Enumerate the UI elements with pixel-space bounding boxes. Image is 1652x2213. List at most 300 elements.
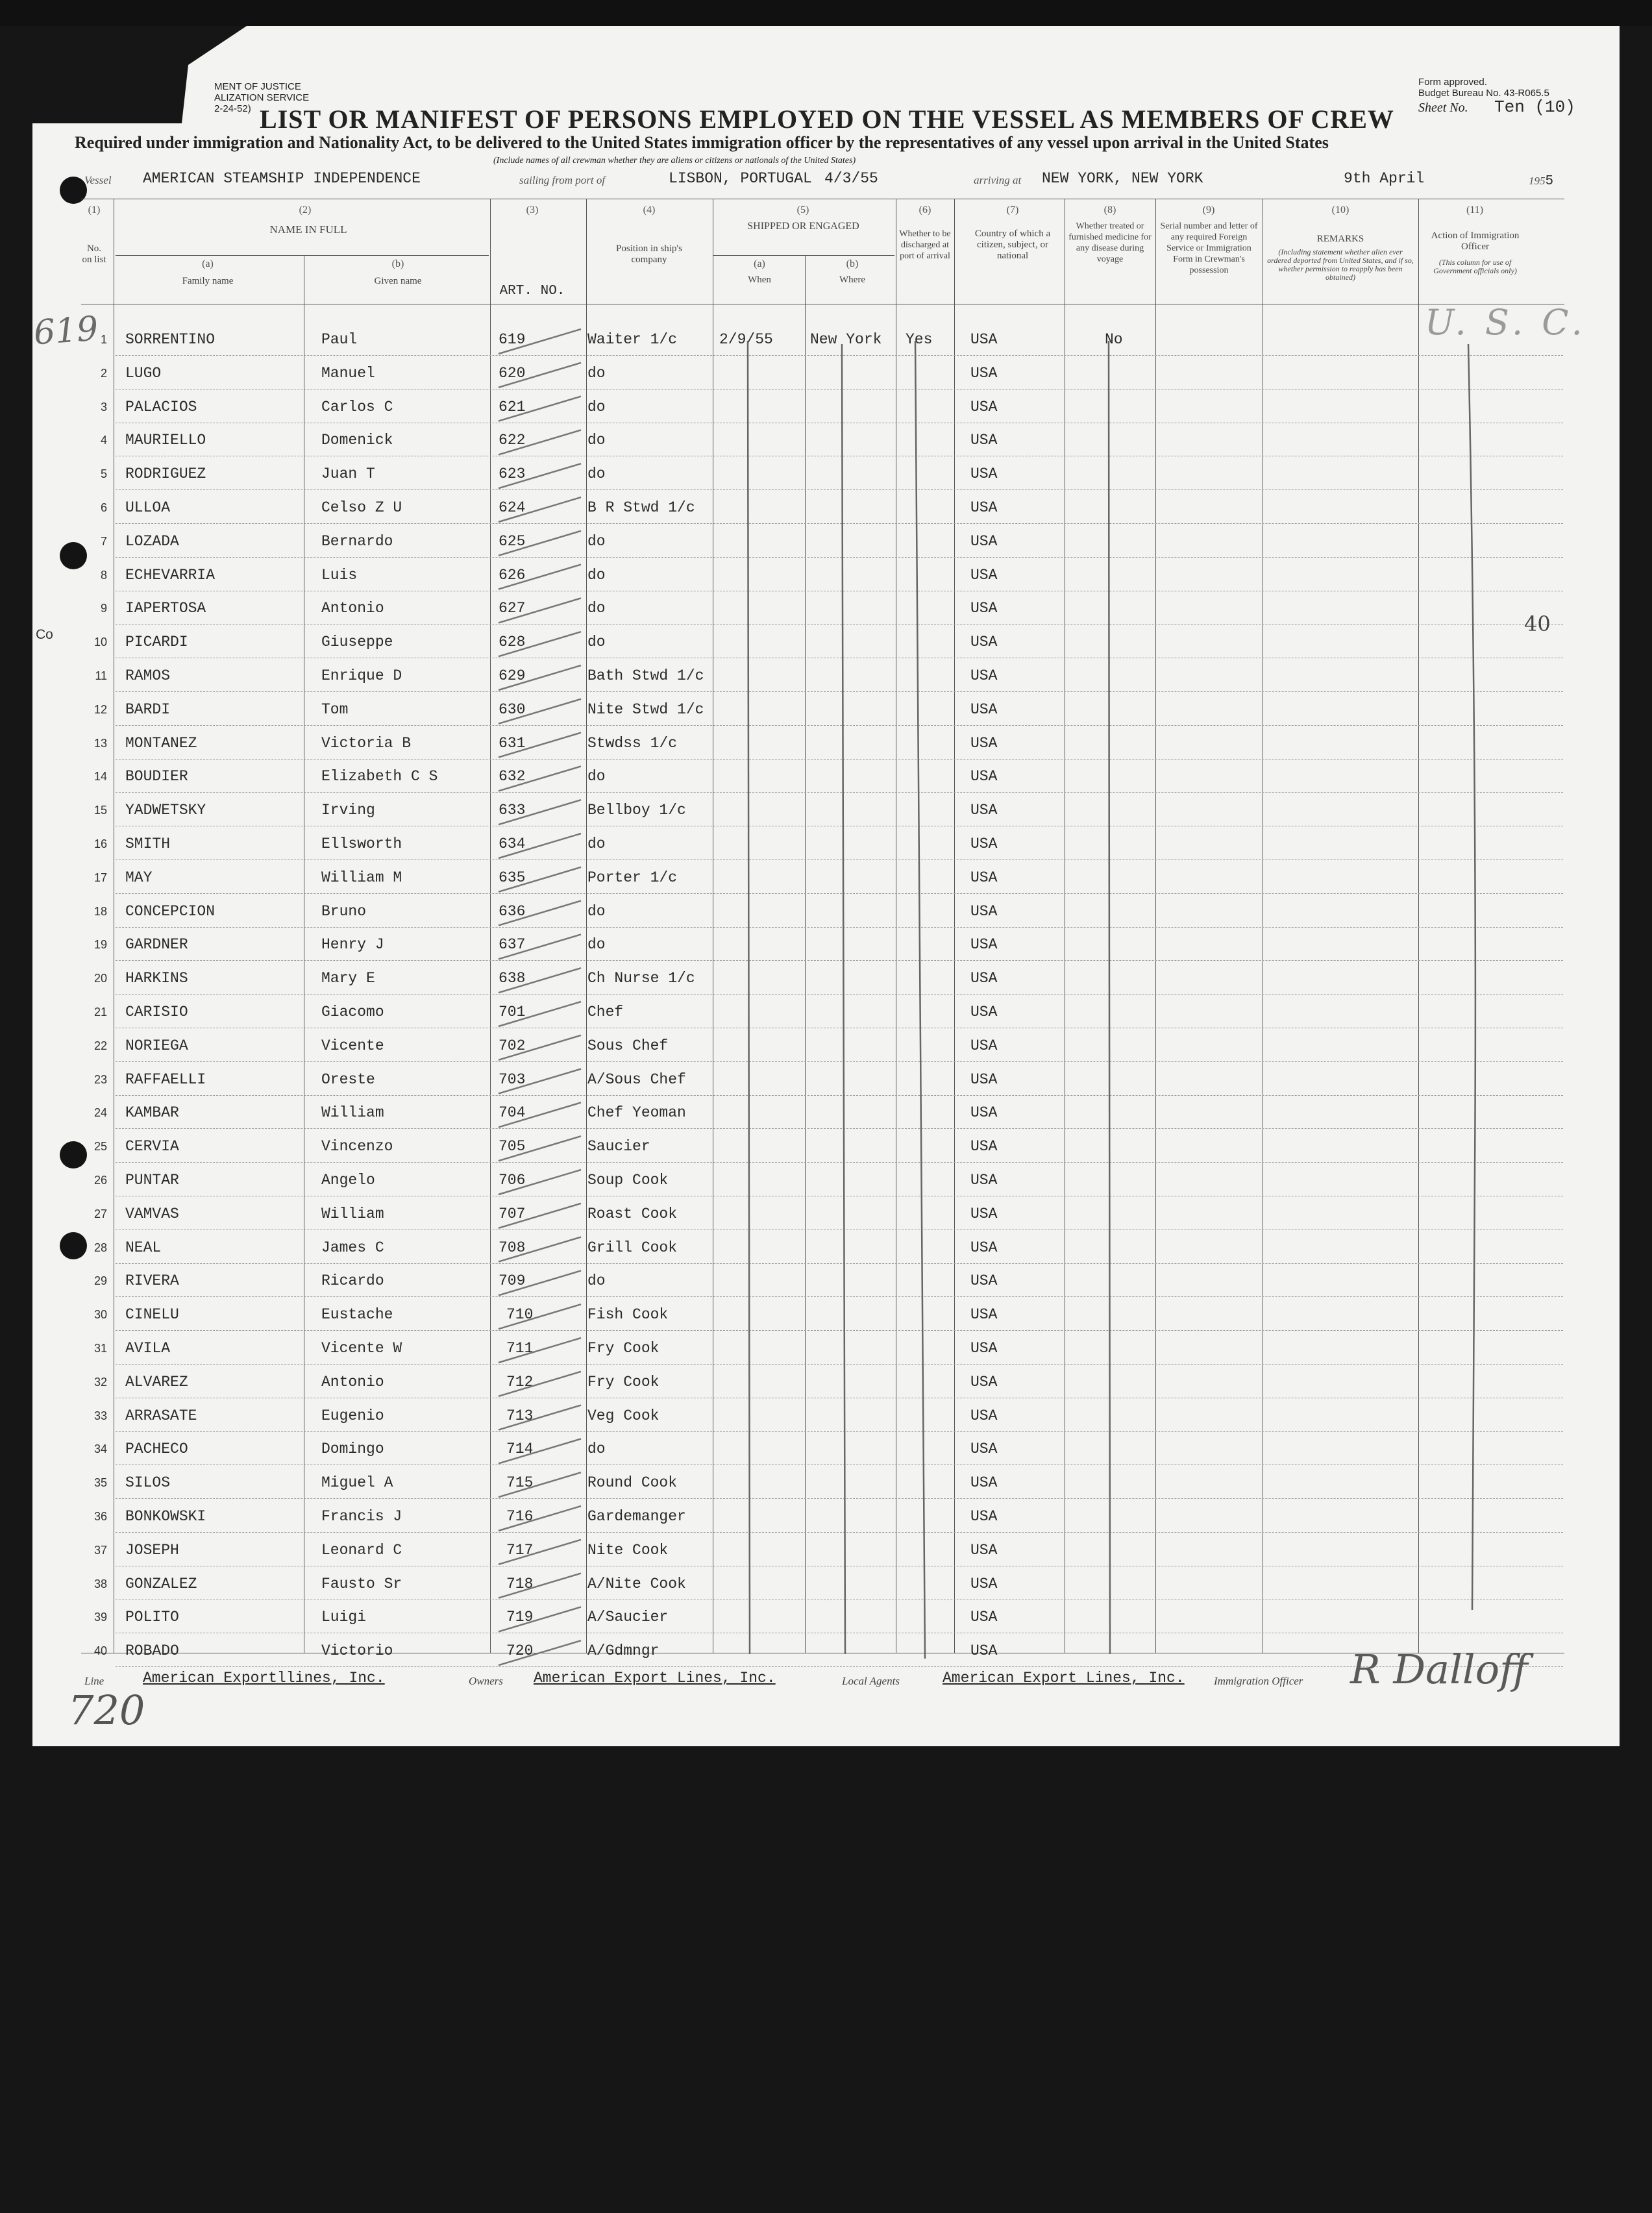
cell-family: BARDI [125, 700, 171, 718]
art-strike-mark [499, 632, 581, 656]
col2b-number: (b) [391, 258, 404, 269]
cell-position: Gardemanger [587, 1508, 686, 1525]
col4-number: (4) [643, 204, 656, 216]
row-number: 28 [93, 1241, 107, 1254]
row-number: 19 [93, 938, 107, 952]
cell-art: 708 [499, 1239, 526, 1256]
col8-number: (8) [1103, 204, 1116, 216]
col5a-number: (a) [754, 258, 765, 269]
cell-art: 637 [499, 936, 526, 954]
officer-label: Immigration Officer [1214, 1675, 1303, 1687]
cell-art: 629 [499, 667, 526, 684]
col2-header: NAME IN FULL [269, 223, 347, 236]
cell-country: USA [970, 1205, 998, 1222]
row-number: 6 [100, 501, 107, 514]
cell-given: Vincenzo [321, 1138, 393, 1156]
cell-country: USA [970, 465, 998, 483]
cell-family: SILOS [125, 1474, 171, 1492]
col6-header: Whether to be discharged at port of arrival [899, 229, 951, 261]
cell-art: 711 [506, 1340, 534, 1357]
col3-number: (3) [526, 204, 539, 216]
cell-country: USA [970, 432, 998, 449]
cell-family: RAMOS [125, 667, 171, 684]
row-number: 31 [93, 1342, 107, 1355]
cell-position: do [587, 600, 606, 617]
art-strike-mark [499, 565, 581, 589]
cell-position: B R Stwd 1/c [587, 499, 695, 516]
art-strike-mark [499, 1237, 581, 1262]
cell-art: 619 [499, 331, 526, 348]
cell-given: Mary E [321, 970, 375, 987]
col11-number: (11) [1466, 204, 1484, 216]
row-number: 26 [93, 1174, 107, 1187]
row-number: 14 [93, 770, 107, 784]
cell-family: SMITH [125, 835, 171, 852]
row-number: 36 [93, 1510, 107, 1523]
cell-country: USA [970, 1609, 998, 1626]
cell-country: USA [970, 1070, 998, 1088]
art-strike-mark [499, 834, 581, 858]
arriving-label: arriving at [974, 174, 1022, 186]
cell-country: USA [970, 364, 998, 382]
cell-position: A/Saucier [587, 1609, 669, 1626]
cell-position: A/Sous Chef [587, 1070, 686, 1088]
cell-family: AVILA [125, 1340, 171, 1357]
cell-given: James C [321, 1239, 384, 1256]
cell-position: Waiter 1/c [587, 331, 678, 348]
col5-header: SHIPPED OR ENGAGED [747, 221, 859, 232]
cell-position: do [587, 1440, 606, 1458]
cell-given: Luigi [321, 1609, 367, 1626]
cell-family: LUGO [125, 364, 162, 382]
sailing-date: 4/3/55 [824, 170, 878, 187]
cell-country: USA [970, 331, 998, 348]
cell-art: 638 [499, 970, 526, 987]
cell-given: William [321, 1104, 384, 1122]
cell-family: MONTANEZ [125, 734, 197, 752]
col5a-header: When [748, 275, 771, 285]
cell-given: Giacomo [321, 1004, 384, 1020]
margin-annotation: Co [36, 627, 53, 642]
cell-family: NORIEGA [125, 1037, 188, 1054]
cell-art: 707 [499, 1205, 526, 1222]
cell-country: USA [970, 1037, 998, 1054]
row-number: 29 [93, 1274, 107, 1288]
cell-family: HARKINS [125, 970, 188, 987]
row-number: 8 [100, 568, 107, 582]
art-strike-mark [499, 1405, 581, 1430]
cell-art: 710 [506, 1306, 534, 1324]
cell-art: 620 [499, 364, 526, 382]
col9-number: (9) [1202, 204, 1215, 216]
cell-country: USA [970, 398, 998, 415]
row-number: 30 [93, 1308, 107, 1322]
cell-position: Sous Chef [587, 1037, 669, 1054]
cell-position: do [587, 936, 606, 954]
cell-country: USA [970, 532, 998, 550]
row-number: 22 [93, 1039, 107, 1052]
cell-position: Nite Stwd 1/c [587, 700, 704, 718]
cell-art: 630 [499, 700, 526, 718]
col10-header: REMARKS [1316, 234, 1364, 244]
art-strike-mark [499, 800, 581, 824]
cell-given: Paul [321, 331, 358, 348]
cell-country: USA [970, 667, 998, 684]
cell-family: SORRENTINO [125, 331, 216, 348]
form-subnote: (Include names of all crewman whether they are aliens or citizens or nationals of the United States) [493, 156, 856, 166]
cell-family: PACHECO [125, 1440, 188, 1458]
cell-given: Irving [321, 802, 375, 819]
col5b-number: (b) [846, 258, 859, 269]
cell-treated: No [1105, 331, 1123, 348]
cell-art: 715 [506, 1474, 534, 1492]
cell-country: USA [970, 802, 998, 819]
art-strike-mark [499, 1506, 581, 1531]
cell-art: 622 [499, 432, 526, 449]
department-label: MENT OF JUSTICE ALIZATION SERVICE 2-24-52) [214, 81, 310, 114]
owners-label: Owners [469, 1675, 503, 1687]
cell-given: Eustache [321, 1306, 393, 1324]
cell-country: USA [970, 1239, 998, 1256]
cell-family: ULLOA [125, 499, 171, 516]
col1-header: No. on list [82, 243, 106, 265]
cell-given: Domenick [321, 432, 393, 449]
cell-country: USA [970, 1104, 998, 1122]
row-number: 27 [93, 1207, 107, 1220]
cell-country: USA [970, 1306, 998, 1324]
cell-country: USA [970, 1138, 998, 1156]
row-number: 1 [100, 333, 107, 346]
cell-art: 712 [506, 1373, 534, 1391]
art-strike-mark [499, 1574, 581, 1598]
cell-family: MAY [125, 869, 153, 886]
cell-art: 705 [499, 1138, 526, 1156]
row-number: 4 [100, 434, 107, 447]
cell-given: Juan T [321, 465, 375, 483]
cell-given: Ricardo [321, 1272, 384, 1290]
cell-position: Fry Cook [587, 1373, 660, 1391]
cell-position: do [587, 634, 606, 651]
row-number: 3 [100, 400, 107, 414]
row-number: 17 [93, 871, 107, 884]
cell-art: 701 [499, 1004, 526, 1020]
cell-given: Luis [321, 566, 358, 584]
line-value: American Exportllines, Inc. [143, 1670, 385, 1687]
page-title: LIST OR MANIFEST OF PERSONS EMPLOYED ON THE VESSEL AS MEMBERS OF CREW [260, 105, 1394, 134]
cell-position: do [587, 465, 606, 483]
cell-country: USA [970, 970, 998, 987]
cell-family: BOUDIER [125, 768, 188, 785]
cell-country: USA [970, 835, 998, 852]
cell-position: Nite Cook [587, 1541, 669, 1559]
cell-position: Porter 1/c [587, 869, 678, 886]
col8-header: Whether treated or furnished medicine for any disease during voyage [1068, 221, 1152, 264]
line-label: Line [84, 1675, 105, 1687]
cell-position: Round Cook [587, 1474, 678, 1492]
col5-number: (5) [796, 204, 809, 216]
art-strike-mark [499, 1372, 581, 1396]
art-strike-mark [499, 934, 581, 959]
cell-position: Fish Cook [587, 1306, 669, 1324]
cell-art: 633 [499, 802, 526, 819]
art-strike-mark [499, 1640, 581, 1665]
art-strike-mark [499, 430, 581, 454]
cell-given: Manuel [321, 364, 375, 382]
immigration-action: U. S. C. [1425, 302, 1586, 343]
cell-position: do [587, 768, 606, 785]
cell-position: Soup Cook [587, 1172, 669, 1189]
cell-given: Eugenio [321, 1407, 384, 1424]
row-number: 10 [93, 636, 107, 649]
cell-art: 702 [499, 1037, 526, 1054]
col2b-header: Given name [374, 276, 422, 286]
cell-family: POLITO [125, 1609, 179, 1626]
cell-position: Veg Cook [587, 1407, 660, 1424]
vessel-name: AMERICAN STEAMSHIP INDEPENDENCE [143, 170, 421, 187]
row-number: 20 [93, 972, 107, 985]
bottom-annotation: 720 [68, 1687, 145, 1734]
cell-art: 626 [499, 566, 526, 584]
cell-family: ALVAREZ [125, 1373, 188, 1391]
cell-given: Bruno [321, 902, 367, 920]
cell-art: 706 [499, 1172, 526, 1189]
cell-art: 704 [499, 1104, 526, 1122]
cell-position: Bellboy 1/c [587, 802, 686, 819]
cell-given: Enrique D [321, 667, 402, 684]
cell-art: 720 [506, 1642, 534, 1660]
cell-given: Miguel A [321, 1474, 393, 1492]
remark-annotation: 40 [1524, 612, 1551, 636]
cell-country: USA [970, 1407, 998, 1424]
cell-given: Antonio [321, 600, 384, 617]
col7-number: (7) [1006, 204, 1019, 216]
cell-art: 634 [499, 835, 526, 852]
cell-position: do [587, 432, 606, 449]
cell-art: 713 [506, 1407, 534, 1424]
row-number: 11 [95, 669, 107, 682]
cell-country: USA [970, 1508, 998, 1525]
cell-country: USA [970, 1340, 998, 1357]
art-strike-mark [499, 363, 581, 388]
cell-country: USA [970, 1541, 998, 1559]
cell-country: USA [970, 1440, 998, 1458]
cell-given: Victorio [321, 1642, 393, 1660]
cell-art: 636 [499, 902, 526, 920]
cell-family: GONZALEZ [125, 1575, 197, 1592]
cell-country: USA [970, 1172, 998, 1189]
cell-art: 624 [499, 499, 526, 516]
col9-header: Serial number and letter of any required Foreign Service or Immigration Form in Crewman's possession [1160, 221, 1258, 275]
row-number: 15 [93, 804, 107, 817]
cell-country: USA [970, 1004, 998, 1020]
cell-given: William [321, 1205, 384, 1222]
cell-country: USA [970, 499, 998, 516]
cell-position: do [587, 364, 606, 382]
cell-given: Giuseppe [321, 634, 393, 651]
cell-position: A/Gdmngr [587, 1642, 660, 1660]
art-strike-mark [499, 968, 581, 993]
cell-position: Fry Cook [587, 1340, 660, 1357]
cell-family: PICARDI [125, 634, 188, 651]
cell-position: A/Nite Cook [587, 1575, 686, 1592]
cell-given: Domingo [321, 1440, 384, 1458]
art-strike-mark [499, 1204, 581, 1228]
art-strike-mark [499, 699, 581, 724]
cell-position: do [587, 566, 606, 584]
arrival-date: 9th April [1344, 170, 1425, 187]
cell-position: Chef [587, 1004, 624, 1020]
cell-art: 623 [499, 465, 526, 483]
cell-country: USA [970, 600, 998, 617]
cell-given: Francis J [321, 1508, 402, 1525]
col10-number: (10) [1331, 204, 1350, 216]
col10-note: (Including statement whether alien ever ordered deported from United States, and if so, whether permission to reapply has been obtained) [1267, 247, 1414, 282]
art-strike-mark [499, 1270, 581, 1295]
vessel-label: Vessel [84, 174, 112, 186]
cell-given: Vicente [321, 1037, 384, 1054]
art-strike-mark [499, 901, 581, 926]
col7-header: Country of which a citizen, subject, or national [974, 229, 1051, 261]
form-subtitle: Required under immigration and Nationality Act, to be delivered to the United States immigration officer by the representatives of any vessel upon arrival in the United States [75, 133, 1329, 152]
row-number: 18 [93, 904, 107, 918]
cell-art: 716 [506, 1508, 534, 1525]
cell-art: 709 [499, 1272, 526, 1290]
cell-position: Stwdss 1/c [587, 734, 678, 752]
arriving-port: NEW YORK, NEW YORK [1042, 170, 1203, 187]
cell-given: Leonard C [321, 1541, 402, 1559]
col11-header: Action of Immigration Officer [1431, 230, 1520, 252]
cell-family: RIVERA [125, 1272, 179, 1290]
row-number: 12 [93, 702, 107, 716]
cell-family: RODRIGUEZ [125, 465, 206, 483]
art-strike-mark [499, 733, 581, 758]
cell-country: USA [970, 869, 998, 886]
art-strike-mark [499, 397, 581, 421]
cell-family: GARDNER [125, 936, 188, 954]
cell-country: USA [970, 734, 998, 752]
cell-family: CONCEPCION [125, 902, 216, 920]
cell-given: Ellsworth [321, 835, 402, 852]
cell-country: USA [970, 566, 998, 584]
row-number: 37 [93, 1543, 107, 1557]
cell-art: 632 [499, 768, 526, 785]
sailing-label: sailing from port of [519, 174, 606, 186]
cell-family: CERVIA [125, 1138, 179, 1156]
cell-art: 703 [499, 1070, 526, 1088]
cell-given: Antonio [321, 1373, 384, 1391]
cell-art: 631 [499, 734, 526, 752]
agents-label: Local Agents [842, 1675, 900, 1687]
cell-art: 719 [506, 1609, 534, 1626]
cell-family: ECHEVARRIA [125, 566, 216, 584]
art-strike-mark [499, 1338, 581, 1363]
col2a-header: Family name [182, 276, 234, 286]
cell-country: USA [970, 902, 998, 920]
cell-given: Tom [321, 700, 349, 718]
cell-given: Carlos C [321, 398, 393, 415]
cell-where: New York [810, 331, 882, 348]
cell-given: Elizabeth C S [321, 768, 438, 785]
cell-art: 628 [499, 634, 526, 651]
cell-family: BONKOWSKI [125, 1508, 206, 1525]
cell-country: USA [970, 1272, 998, 1290]
sailing-port: LISBON, PORTUGAL [669, 170, 812, 187]
cell-family: ARRASATE [125, 1407, 197, 1424]
col6-number: (6) [918, 204, 931, 216]
cell-country: USA [970, 936, 998, 954]
art-strike-mark [499, 329, 581, 354]
row-number: 38 [93, 1577, 107, 1590]
cell-position: Chef Yeoman [587, 1104, 686, 1122]
cell-family: YADWETSKY [125, 802, 206, 819]
cell-family: PUNTAR [125, 1172, 179, 1189]
art-strike-mark [499, 1540, 581, 1564]
cell-given: Victoria B [321, 734, 412, 752]
cell-art: 714 [506, 1440, 534, 1458]
cell-given: Bernardo [321, 532, 393, 550]
row-number: 40 [93, 1644, 107, 1658]
art-strike-mark [499, 1607, 581, 1631]
col2-number: (2) [299, 204, 312, 216]
art-strike-mark [499, 867, 581, 892]
cell-country: USA [970, 768, 998, 785]
row-number: 39 [93, 1611, 107, 1624]
row-number: 33 [93, 1409, 107, 1422]
row-number: 13 [93, 736, 107, 750]
cell-position: do [587, 532, 606, 550]
row-number: 16 [93, 837, 107, 850]
cell-position: do [587, 398, 606, 415]
cell-position: Bath Stwd 1/c [587, 667, 704, 684]
cell-position: do [587, 835, 606, 852]
cell-given: William M [321, 869, 402, 886]
row-number: 7 [100, 534, 107, 548]
art-strike-mark [499, 464, 581, 488]
cell-given: Henry J [321, 936, 384, 954]
row-number: 25 [93, 1140, 107, 1154]
art-strike-mark [499, 1002, 581, 1026]
cell-family: IAPERTOSA [125, 600, 206, 617]
row-number: 24 [93, 1106, 107, 1120]
form-approval-note: Form approved. Budget Bureau No. 43-R065.5 [1418, 77, 1549, 99]
agents-value: American Export Lines, Inc. [943, 1670, 1185, 1687]
cell-country: USA [970, 634, 998, 651]
cell-when: 2/9/55 [719, 331, 773, 348]
cell-art: 635 [499, 869, 526, 886]
cell-family: MAURIELLO [125, 432, 206, 449]
art-strike-mark [499, 1472, 581, 1497]
row-number: 2 [100, 366, 107, 380]
art-strike-mark [499, 598, 581, 623]
cell-given: Oreste [321, 1070, 375, 1088]
cell-art: 717 [506, 1541, 534, 1559]
col4-header: Position in ship's company [616, 243, 682, 265]
cell-family: PALACIOS [125, 398, 197, 415]
col3-header: ART. NO. [499, 284, 565, 299]
cell-family: CARISIO [125, 1004, 188, 1020]
cell-art: 627 [499, 600, 526, 617]
cell-position: do [587, 1272, 606, 1290]
cell-position: Roast Cook [587, 1205, 678, 1222]
cell-given: Fausto Sr [321, 1575, 402, 1592]
art-strike-mark [499, 531, 581, 556]
cell-family: VAMVAS [125, 1205, 179, 1222]
cell-family: ROBADO [125, 1642, 179, 1660]
cell-family: RAFFAELLI [125, 1070, 206, 1088]
col5b-header: Where [839, 275, 865, 285]
cell-position: do [587, 902, 606, 920]
sheet-label: Sheet No. [1418, 101, 1468, 115]
